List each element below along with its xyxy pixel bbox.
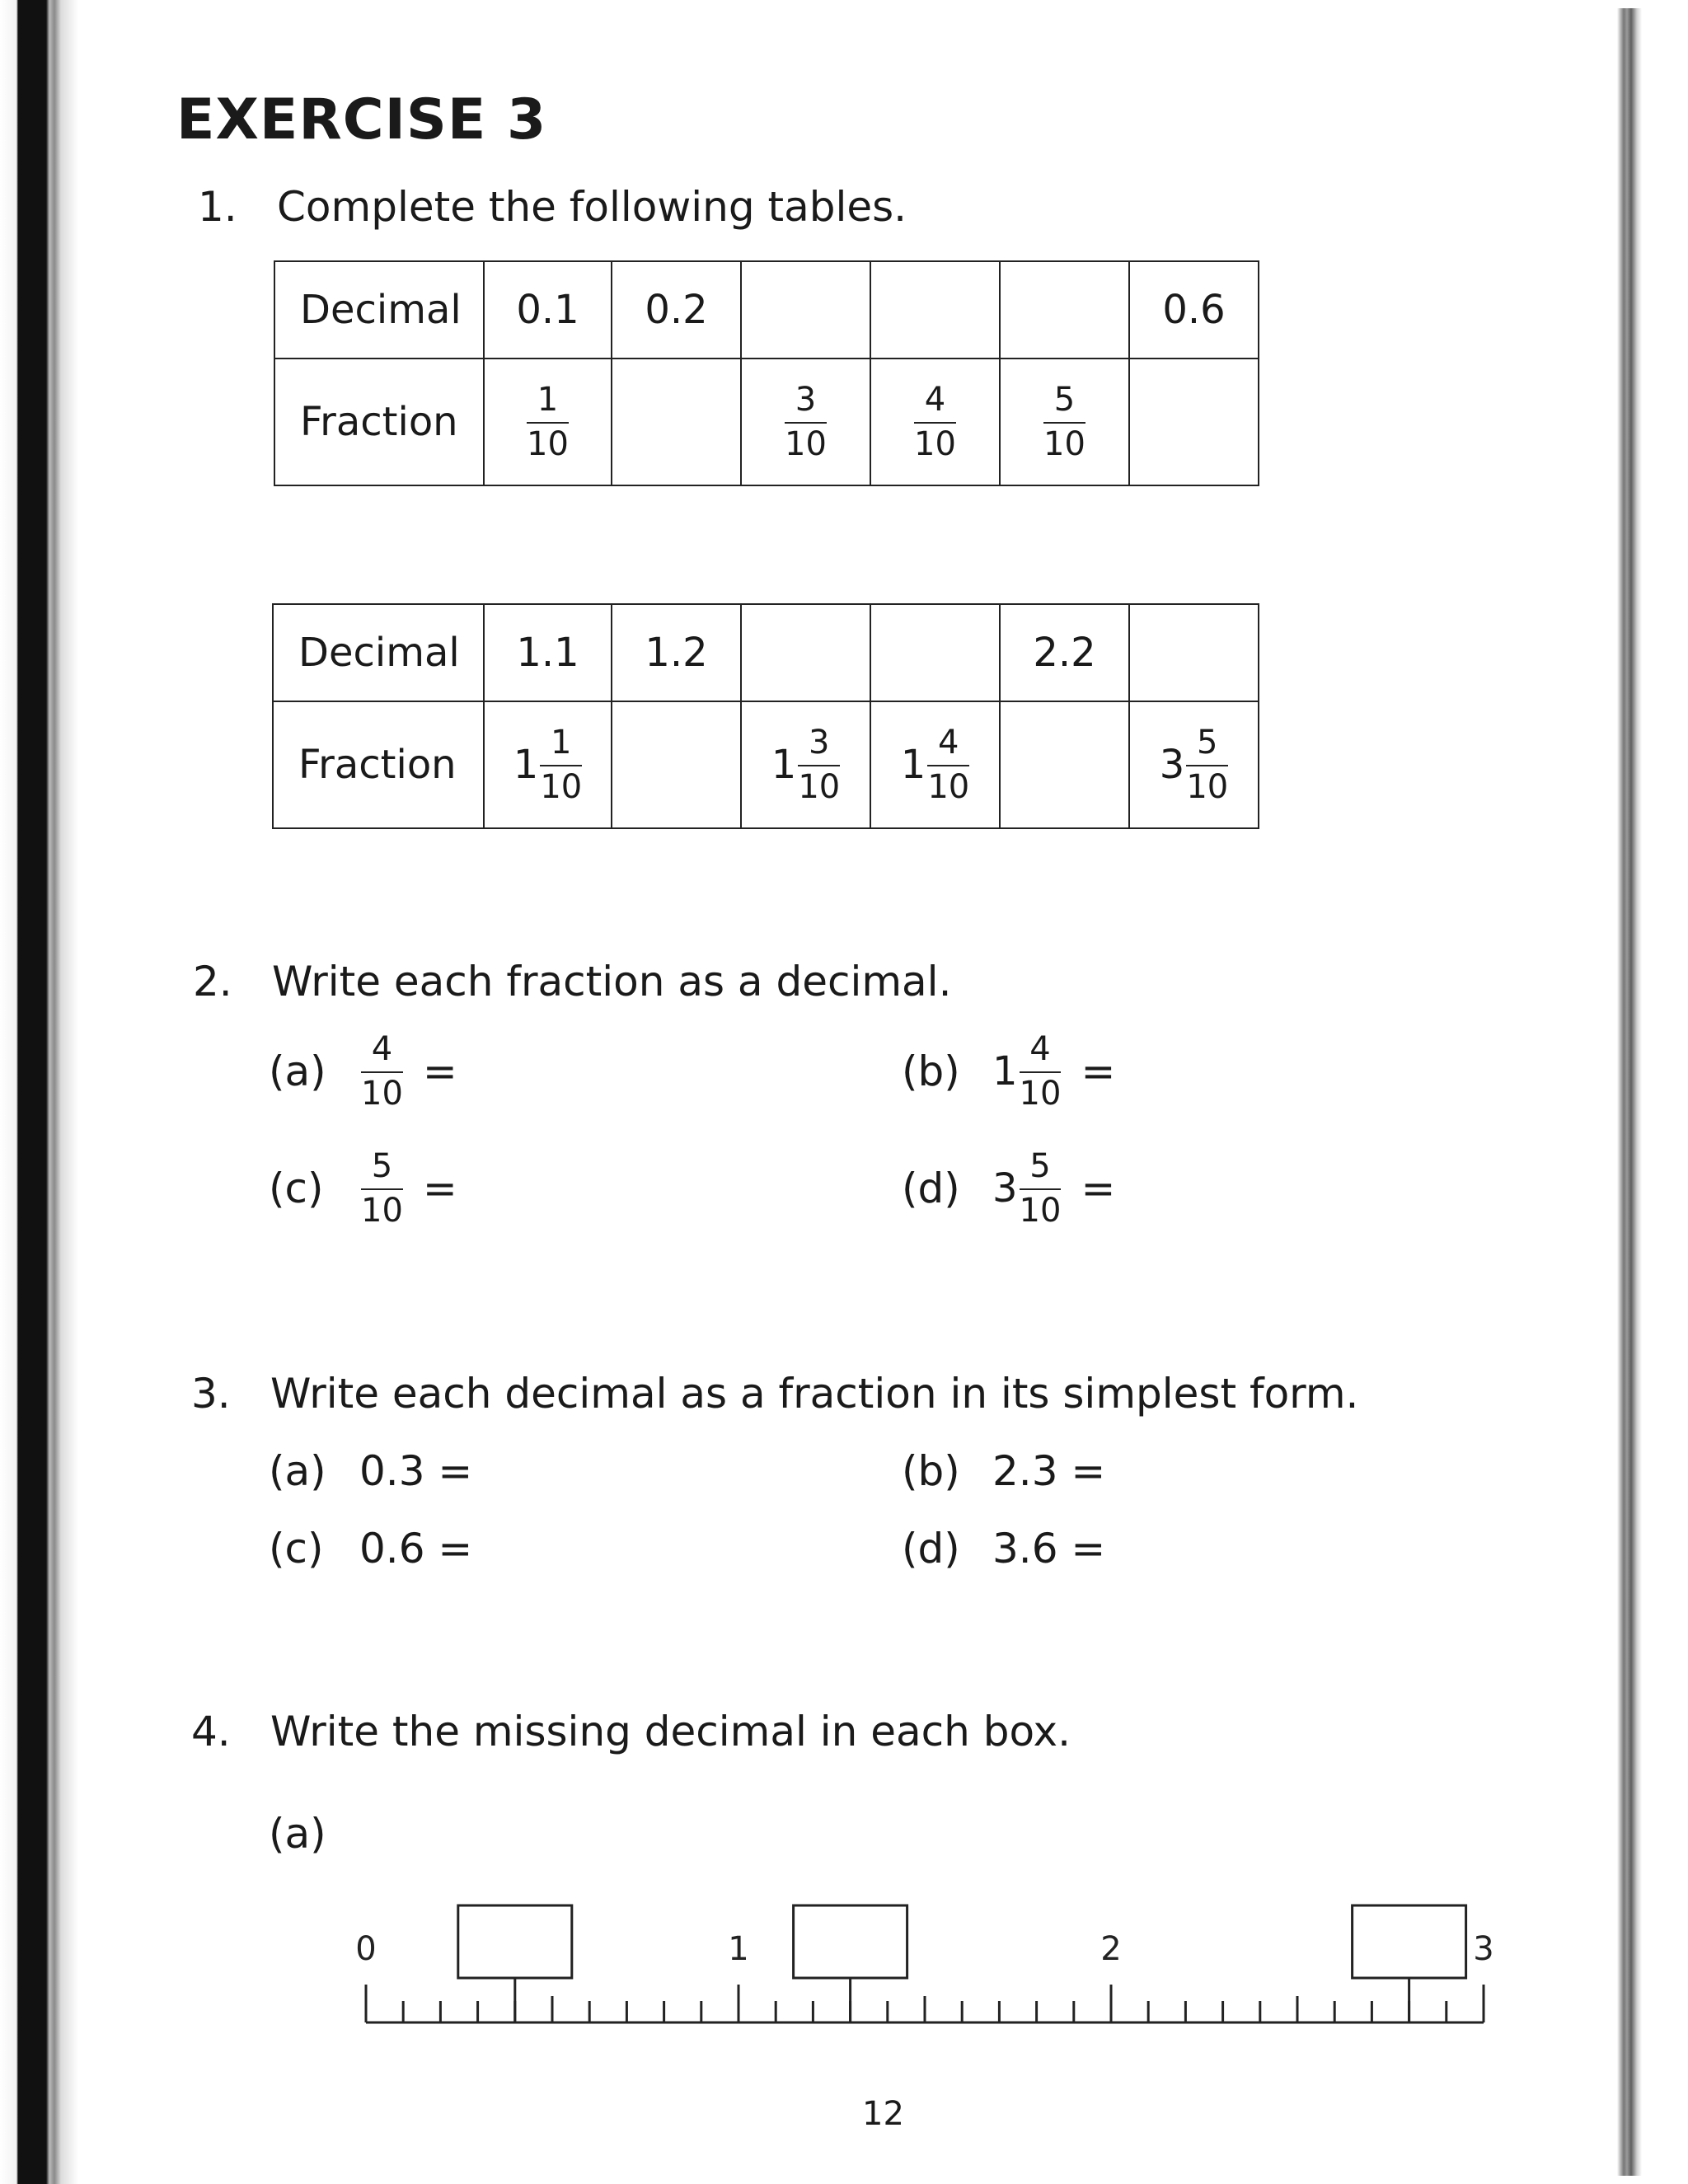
fraction [798,724,840,806]
numerator: 5 [1053,381,1076,419]
number-line [313,1879,1517,2077]
question-1-text: Complete the following tables. [277,183,907,231]
item-label: (b) [902,1047,960,1095]
tick-label: 2 [1100,1930,1122,1968]
decimal-cell-blank[interactable] [741,261,870,359]
exercise-title: EXERCISE 3 [176,87,547,152]
fraction-cell [741,701,870,828]
fraction-cell [870,359,1000,485]
fraction [1186,724,1228,806]
numerator: 1 [537,381,559,419]
fraction-row [274,359,1259,485]
answer-box[interactable] [794,1905,907,1978]
decimal-cell-blank[interactable] [870,261,1000,359]
decimal-fraction-table-1 [274,260,1259,486]
decimal-cell: 0.2 [612,261,741,359]
numerator: 5 [1029,1147,1051,1185]
q3-item-c [269,1525,472,1572]
decimal-fraction-table-2 [272,603,1259,829]
decimal-expression: 0.6 = [359,1525,473,1572]
tick-label: 1 [728,1930,749,1968]
question-4-text: Write the missing decimal in each box. [270,1708,1071,1755]
row-label-decimal: Decimal [273,604,484,701]
tick-label: 0 [355,1930,377,1968]
whole-part: 1 [900,742,926,788]
book-binding-shadow [0,0,78,2184]
page-edge-shadow [1617,8,1642,2176]
question-1-number: 1. [198,183,237,231]
fraction [361,1147,403,1230]
fraction-expression [359,1030,403,1113]
decimal-cell: 1.1 [484,604,612,701]
decimal-cell-blank[interactable] [741,604,870,701]
denominator: 10 [927,768,970,806]
item-label: (d) [902,1525,960,1572]
row-label-fraction: Fraction [273,701,484,828]
equals-sign: = [422,1047,457,1095]
decimal-cell: 2.2 [1000,604,1129,701]
fraction-cell [741,359,870,485]
mixed-number [1160,724,1228,806]
decimal-row [273,604,1259,701]
fraction-cell-blank[interactable] [612,701,741,828]
item-label: (a) [269,1447,326,1495]
decimal-cell: 0.6 [1129,261,1259,359]
denominator: 10 [1019,1075,1062,1113]
fraction-row [273,701,1259,828]
denominator: 10 [361,1075,403,1113]
fraction-cell [484,701,612,828]
whole-part: 3 [1159,742,1185,788]
whole-part: 1 [771,742,797,788]
q3-item-a [269,1447,472,1495]
q3-item-d [902,1525,1105,1572]
fraction-cell-blank[interactable] [1129,359,1259,485]
equals-sign: = [1081,1165,1116,1212]
q4-part-a-label: (a) [269,1810,326,1858]
fraction-cell [484,359,612,485]
q2-item-d [902,1147,1115,1230]
q2-item-c [269,1147,457,1230]
numerator: 1 [551,724,572,762]
fraction-cell-blank[interactable] [1000,701,1129,828]
mixed-number [771,724,840,806]
denominator: 10 [540,768,583,806]
mixed-number [901,724,969,806]
question-2-text: Write each fraction as a decimal. [272,958,952,1005]
decimal-cell: 0.1 [484,261,612,359]
fraction-cell [870,701,1000,828]
mixed-number [513,724,582,806]
decimal-expression: 2.3 = [992,1447,1106,1495]
answer-box[interactable] [1353,1905,1466,1978]
decimal-cell: 1.2 [612,604,741,701]
equals-sign: = [422,1165,457,1212]
fraction-expression: 3 $\frac{5}{10}$ [992,1147,1062,1230]
denominator: 10 [527,425,569,463]
numerator: 4 [1029,1030,1051,1068]
fraction [914,381,956,463]
numerator: 5 [371,1147,393,1185]
row-label-decimal: Decimal [274,261,484,359]
item-label: (c) [269,1525,324,1572]
decimal-expression: 3.6 = [992,1525,1106,1572]
answer-box[interactable] [458,1905,572,1978]
fraction [1020,1030,1062,1113]
item-label: (a) [269,1047,326,1095]
fraction [540,724,582,806]
denominator: 10 [1186,768,1229,806]
equals-sign: = [1081,1047,1116,1095]
denominator: 10 [798,768,841,806]
question-3-text: Write each decimal as a fraction in its simplest form. [270,1370,1359,1418]
denominator: 10 [361,1192,403,1230]
numerator: 4 [371,1030,393,1068]
fraction-expression [359,1147,403,1230]
question-2-number: 2. [193,958,232,1005]
numerator: 4 [938,724,959,762]
page-number: 12 [862,2095,904,2133]
q3-item-b [902,1447,1105,1495]
numerator: 5 [1197,724,1218,762]
fraction [927,724,969,806]
fraction-cell [1000,359,1129,485]
fraction-cell-blank[interactable] [612,359,741,485]
denominator: 10 [1019,1192,1062,1230]
fraction [785,381,827,463]
tick-label: 3 [1473,1930,1494,1968]
whole-part: 1 [513,742,539,788]
decimal-cell-blank[interactable] [1129,604,1259,701]
denominator: 10 [914,425,956,463]
numerator: 4 [924,381,946,419]
denominator: 10 [1043,425,1085,463]
decimal-cell-blank[interactable] [870,604,1000,701]
numerator: 3 [809,724,830,762]
fraction [527,381,569,463]
fraction-cell [1129,701,1259,828]
question-3-number: 3. [191,1370,231,1418]
question-4-number: 4. [191,1708,231,1755]
fraction [1043,381,1085,463]
fraction-expression: 1 $\frac{4}{10}$ [992,1030,1062,1113]
item-label: (c) [269,1165,324,1212]
fraction [1020,1147,1062,1230]
decimal-row [274,261,1259,359]
numerator: 3 [795,381,817,419]
q2-item-a [269,1030,457,1113]
item-label: (d) [902,1165,960,1212]
decimal-cell-blank[interactable] [1000,261,1129,359]
denominator: 10 [785,425,827,463]
item-label: (b) [902,1447,960,1495]
decimal-expression: 0.3 = [359,1447,473,1495]
q2-item-b [902,1030,1115,1113]
row-label-fraction: Fraction [274,359,484,485]
fraction [361,1030,403,1113]
